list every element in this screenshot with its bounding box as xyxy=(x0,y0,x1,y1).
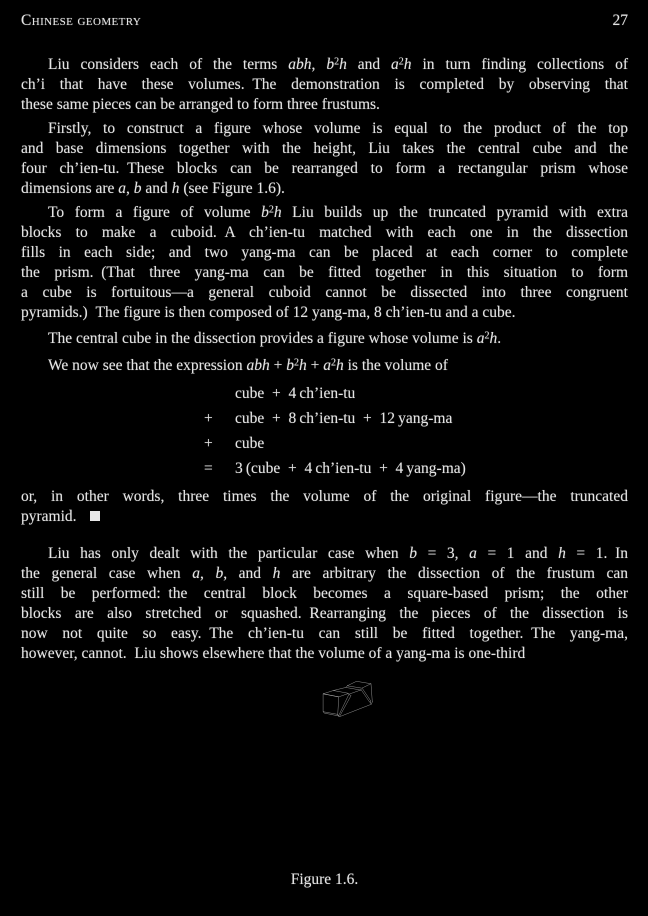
bottom-sliver xyxy=(323,712,338,716)
text-line: blocks to make a cuboid. A ch’ien-tu matched with each one in the dissection xyxy=(21,224,628,241)
text-line: To form a figure of volume $b^2h$ Liu builds up the truncated pyramid with extra xyxy=(48,204,628,221)
text-line: a cube is fortuitous—a general cuboid cannot be dissected into three congruent xyxy=(21,284,628,301)
text-line: pyramid. xyxy=(21,507,628,527)
central-prism-bottom-edge xyxy=(340,704,371,716)
body-text-lower xyxy=(21,487,628,664)
equation-row xyxy=(21,431,628,456)
text-line: blocks are also stretched or squashed. Rearranging the pieces of the dissection is xyxy=(21,605,628,622)
displayed-equation xyxy=(21,381,628,481)
equation-term: cube xyxy=(235,435,265,452)
right-wedge-tip xyxy=(369,701,370,703)
central-prism-back-edge xyxy=(333,687,360,690)
running-title: Chinese geometry xyxy=(21,12,142,29)
text-line: dimensions are a, b and h (see Figure 1.6). xyxy=(21,180,285,197)
equation-operator xyxy=(204,381,235,406)
equation-row xyxy=(21,456,628,481)
equation-operator: + xyxy=(204,435,213,452)
para-7 xyxy=(21,544,628,664)
page-header xyxy=(21,12,628,32)
para-2 xyxy=(21,119,628,199)
text-line: or, in other words, three times the volume of the original figure—the truncated xyxy=(21,488,628,505)
text-line: now not quite so easy. The ch’ien-tu can still be fitted together. The yang-ma, xyxy=(21,625,628,642)
figure-1-6 xyxy=(21,680,628,870)
equation-operator: + xyxy=(204,410,213,427)
frustum-dissection-drawing xyxy=(185,680,520,870)
equation-row xyxy=(21,406,628,431)
text-line: We now see that the expression abh + $b^2h + a^2h$ is the volume of xyxy=(48,357,448,374)
text-line: the general case when a, b, and h are arbitrary the dissection of the frustum can xyxy=(21,565,629,582)
right-cube-top-face xyxy=(347,681,371,688)
right-cube-right-edge xyxy=(371,684,372,702)
text-line: and base dimensions together with the height, Liu takes the central cube and the xyxy=(21,140,628,157)
page-number: 27 xyxy=(612,12,628,29)
prism-right-corner xyxy=(370,702,372,704)
text-line: Firstly, to construct a figure whose volume is equal to the product of the top xyxy=(48,120,628,137)
text-line: Liu considers each of the terms abh, $b^2h$ and $a^2h$ in turn finding collections of xyxy=(48,56,629,73)
para-3 xyxy=(21,203,628,323)
text-line: Liu has only dealt with the particular case when b = 3, a = 1 and h = 1. In xyxy=(48,545,629,562)
body-text-upper xyxy=(21,55,628,376)
text-line: however, cannot. Liu shows elsewhere that the volume of a yang-ma is one-third xyxy=(21,645,526,662)
equation-term: 3 (cube + 4 ch’ien-tu + 4 yang-ma) xyxy=(235,460,466,477)
qed-square xyxy=(90,511,100,521)
para-6 xyxy=(21,487,628,527)
equation-operator: = xyxy=(204,460,213,477)
equation-row xyxy=(21,381,628,406)
right-wedge-outer-edge xyxy=(361,689,370,701)
text-line: The central cube in the dissection provides a figure whose volume is $a^2h$. xyxy=(48,330,502,347)
central-prism-front-top-edge xyxy=(349,690,361,694)
para-4 xyxy=(21,329,628,349)
left-cube-front-face xyxy=(323,694,339,715)
text-line: ch’i that have these volumes. The demonstration is completed by observing that xyxy=(21,76,628,93)
left-cube-top-face xyxy=(323,691,348,697)
para-5 xyxy=(21,356,628,376)
figure-caption: Figure 1.6. xyxy=(290,871,359,888)
right-wedge-inner-edge xyxy=(362,688,371,701)
text-line: fills in each side; and two yang-ma can be placed at each corner to complete xyxy=(21,244,628,261)
text-line: still be performed: the central block becomes a square-based prism; the other xyxy=(21,585,628,602)
text-line: four ch’ien-tu. These blocks can be rearranged to form a rectangular prism whose xyxy=(21,160,628,177)
central-prism-corner-edge xyxy=(346,686,348,688)
text-line: pyramids.) The figure is then composed of 12 yang-ma, 8 ch’ien-tu and a cube. xyxy=(21,304,516,321)
equation-term: cube + 8 ch’ien-tu + 12 yang-ma xyxy=(235,410,453,427)
para-1 xyxy=(21,55,628,115)
text-line: the prism. (That three yang-ma can be fitted together in this situation to form xyxy=(21,264,628,281)
left-wedge xyxy=(338,694,351,716)
equation-term: cube + 4 ch’ien-tu xyxy=(235,385,356,402)
text-line: these same pieces can be arranged to form three frustums. xyxy=(21,96,380,113)
